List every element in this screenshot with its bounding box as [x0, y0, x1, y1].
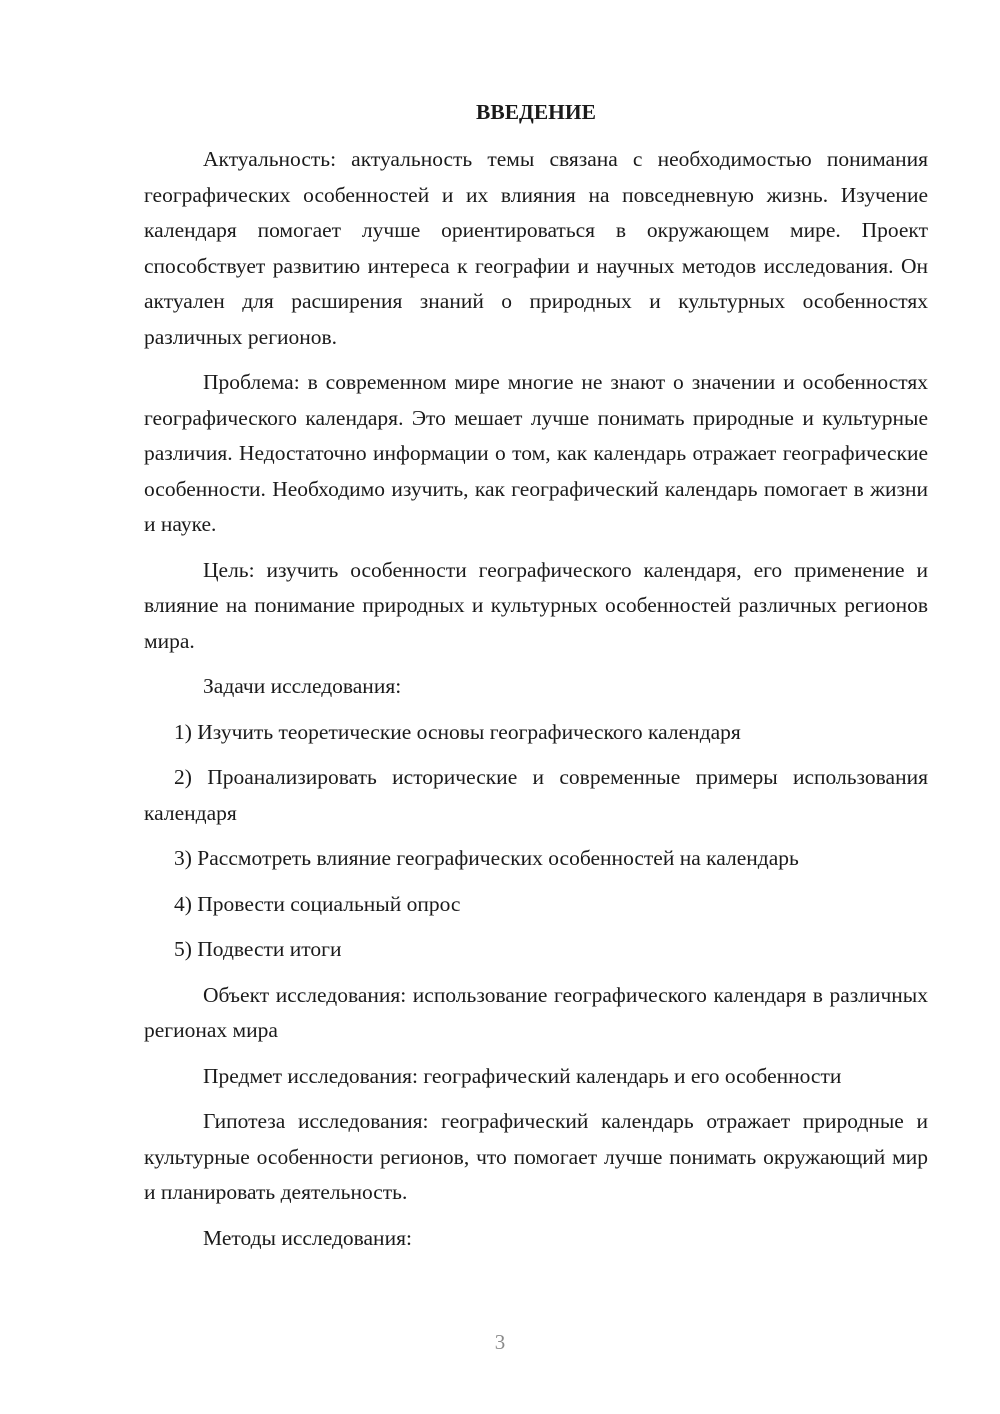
relevance-paragraph: Актуальность: актуальность темы связана с необходимостью понимания географических особенностей и их влияния на повседневную жизнь. Изучение календаря помогает лучше ориентироваться в окружающем мире. Проект способствует развитию интереса к географии и научных методов исследования. Он актуален для расширения знаний о природных и культурных особенностях различных регионов. [144, 147, 928, 349]
document-page [144, 96, 928, 1266]
task-item: 3) Рассмотреть влияние географических особенностей на календарь [174, 846, 799, 870]
task-item: 5) Подвести итоги [174, 937, 342, 961]
hypothesis-paragraph: Гипотеза исследования: географический календарь отражает природные и культурные особенности регионов, что помогает лучше понимать окружающий мир и планировать деятельность. [144, 1109, 928, 1204]
goal-paragraph: Цель: изучить особенности географического календаря, его применение и влияние на понимание природных и культурных особенностей различных регионов мира. [144, 557, 928, 653]
task-item: 4) Провести социальный опрос [174, 891, 461, 916]
task-item: 1) Изучить теоретические основы географического календаря [174, 719, 741, 744]
page-number: 3 [494, 1330, 506, 1354]
object-paragraph: Объект исследования: использование географического календаря в различных регионах мира [144, 982, 928, 1042]
tasks-title: Задачи исследования: [203, 674, 402, 698]
problem-paragraph: Проблема: в современном мире многие не знают о значении и особенностях географического календаря. Это мешает лучше понимать природные и культурные различия. Недостаточно информации о том, как календарь отражает географические особенности. Необходимо изучить, как географический календарь помогает в жизни и науке. [144, 370, 928, 536]
task-item: 2) Проанализировать исторические и современные примеры использования календаря [144, 765, 928, 825]
methods-title: Методы исследования: [203, 1225, 412, 1250]
section-heading: ВВЕДЕНИЕ [476, 100, 596, 124]
subject-paragraph: Предмет исследования: географический календарь и его особенности [203, 1063, 842, 1088]
